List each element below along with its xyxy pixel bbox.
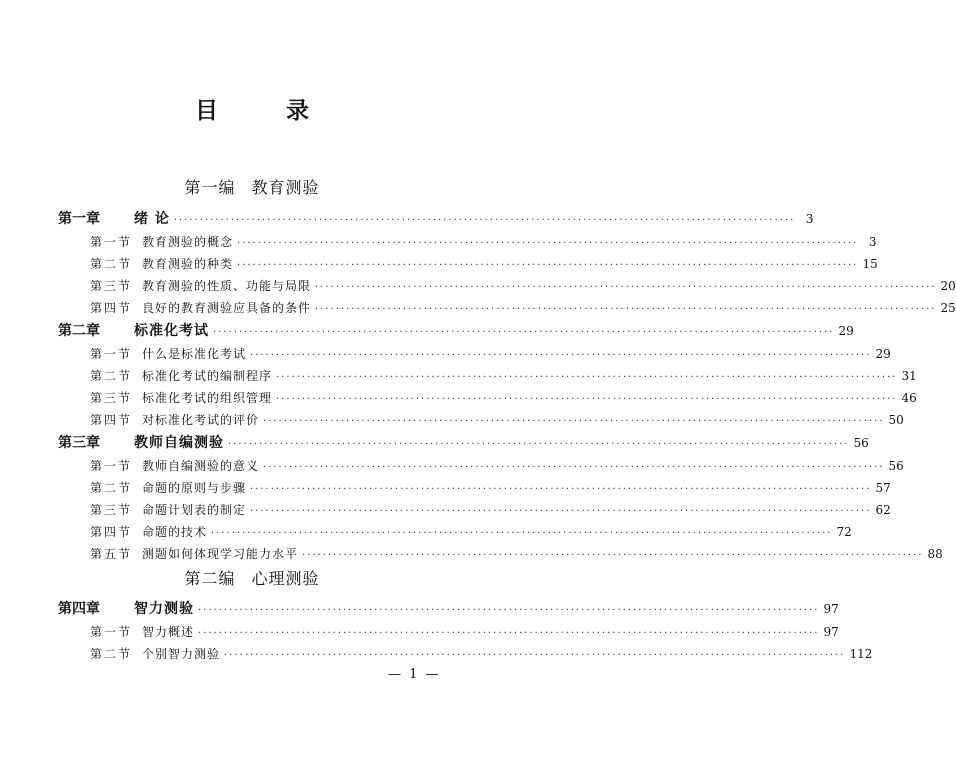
section-page: 112 [849,647,873,661]
section-page: 62 [875,503,891,517]
section-number: 第三节 [90,503,133,517]
section-page: 88 [927,547,943,561]
section-title: 教育测验的种类 [142,257,234,271]
section-page: 20 [940,279,956,293]
toc-section-row[interactable] [90,367,917,384]
section-title: 教师自编测验的意义 [142,459,260,473]
section-title: 命题的技术 [142,525,208,539]
section-page: 57 [875,481,891,495]
section-number: 第一节 [90,235,133,249]
toc-section-row[interactable] [90,457,904,474]
dot-leader: ························································································································ [224,650,846,661]
chapter-number: 第二章 [58,323,100,339]
section-title: 良好的教育测验应具备的条件 [142,301,312,315]
section-page: 31 [901,369,917,383]
section-page: 25 [940,301,956,315]
toc-section-row[interactable] [90,645,873,662]
toc-section-row[interactable] [90,411,904,428]
toc-chapter-row[interactable] [58,598,839,618]
section-number: 第一节 [90,347,133,361]
section-page: 72 [836,525,852,539]
section-number: 第二节 [90,481,133,495]
chapter-page: 97 [823,602,839,616]
section-page: 15 [862,257,878,271]
dot-leader: ························································································································ [302,550,924,561]
dot-leader: ························································································································ [198,605,820,616]
toc-section-row[interactable] [90,523,852,540]
part-heading [0,175,504,198]
dot-leader: ························································································································ [228,439,850,450]
chapter-number: 第三章 [58,435,100,451]
dot-leader: ························································································································ [263,416,885,427]
dot-leader: ························································································································ [211,528,833,539]
toc-section-row[interactable] [90,389,917,406]
section-page: 56 [888,459,904,473]
chapter-title: 绪 论 [134,211,170,227]
dot-leader: ························································································································ [276,372,898,383]
chapter-title: 教师自编测验 [134,435,224,451]
section-number: 第二节 [90,257,133,271]
section-title: 教育测验的概念 [142,235,234,249]
toc-section-row[interactable] [90,233,877,250]
section-title: 标准化考试的组织管理 [142,391,273,405]
dot-leader: ························································································································ [237,238,859,249]
section-title: 个别智力测验 [142,647,221,661]
toc-section-row[interactable] [90,623,839,640]
section-page: 46 [901,391,917,405]
toc-section-row[interactable] [90,299,956,316]
page-title: 目 录 [194,98,339,124]
section-title: 教育测验的性质、功能与局限 [142,279,312,293]
section-number: 第一节 [90,625,133,639]
chapter-number: 第四章 [58,601,100,617]
dot-leader: ························································································································ [276,394,898,405]
dot-leader: ························································································································ [263,462,885,473]
toc-section-row[interactable] [90,255,878,272]
dot-leader: ························································································································ [213,327,835,338]
chapter-page: 56 [853,436,869,450]
chapter-title: 智力测验 [134,601,194,617]
section-number: 第三节 [90,279,133,293]
dot-leader: ························································································································ [173,215,796,226]
part-name: 教育测验 [251,178,320,197]
section-title: 测题如何体现学习能力水平 [142,547,299,561]
section-number: 第四节 [90,525,133,539]
section-page: 29 [875,347,891,361]
section-title: 智力概述 [142,625,195,639]
section-title: 什么是标准化考试 [142,347,247,361]
toc-chapter-row[interactable] [58,320,854,340]
toc-section-row[interactable] [90,501,891,518]
toc-chapter-row[interactable] [58,208,814,228]
section-page: 50 [888,413,904,427]
section-title: 命题计划表的制定 [142,503,247,517]
dot-leader: ························································································································ [237,260,859,271]
section-page: 3 [868,235,877,249]
toc-section-row[interactable] [90,345,891,362]
section-number: 第一节 [90,459,133,473]
part-number: 第一编 [184,178,236,197]
section-number: 第五节 [90,547,133,561]
part-heading [0,566,504,589]
toc-section-row[interactable] [90,277,956,294]
dot-leader: ························································································································ [250,506,872,517]
section-number: 第二节 [90,647,133,661]
dot-leader: ························································································································ [315,282,937,293]
section-number: 第二节 [90,369,133,383]
chapter-title: 标准化考试 [134,323,209,339]
chapter-number: 第一章 [58,211,100,227]
toc-section-row[interactable] [90,479,891,496]
dot-leader: ························································································································ [315,304,937,315]
section-title: 对标准化考试的评价 [142,413,260,427]
chapter-page: 29 [838,324,854,338]
dot-leader: ························································································································ [250,484,872,495]
toc-section-row[interactable] [90,545,943,562]
chapter-page: 3 [805,212,814,226]
section-number: 第三节 [90,391,133,405]
dot-leader: ························································································································ [250,350,872,361]
section-title: 标准化考试的编制程序 [142,369,273,383]
dot-leader: ························································································································ [198,628,820,639]
part-number: 第二编 [184,569,236,588]
page-number-footer: — 1 — [388,667,441,682]
part-name: 心理测验 [251,569,320,588]
section-number: 第四节 [90,413,133,427]
toc-chapter-row[interactable] [58,432,869,452]
section-page: 97 [823,625,839,639]
section-number: 第四节 [90,301,133,315]
section-title: 命题的原则与步骤 [142,481,247,495]
